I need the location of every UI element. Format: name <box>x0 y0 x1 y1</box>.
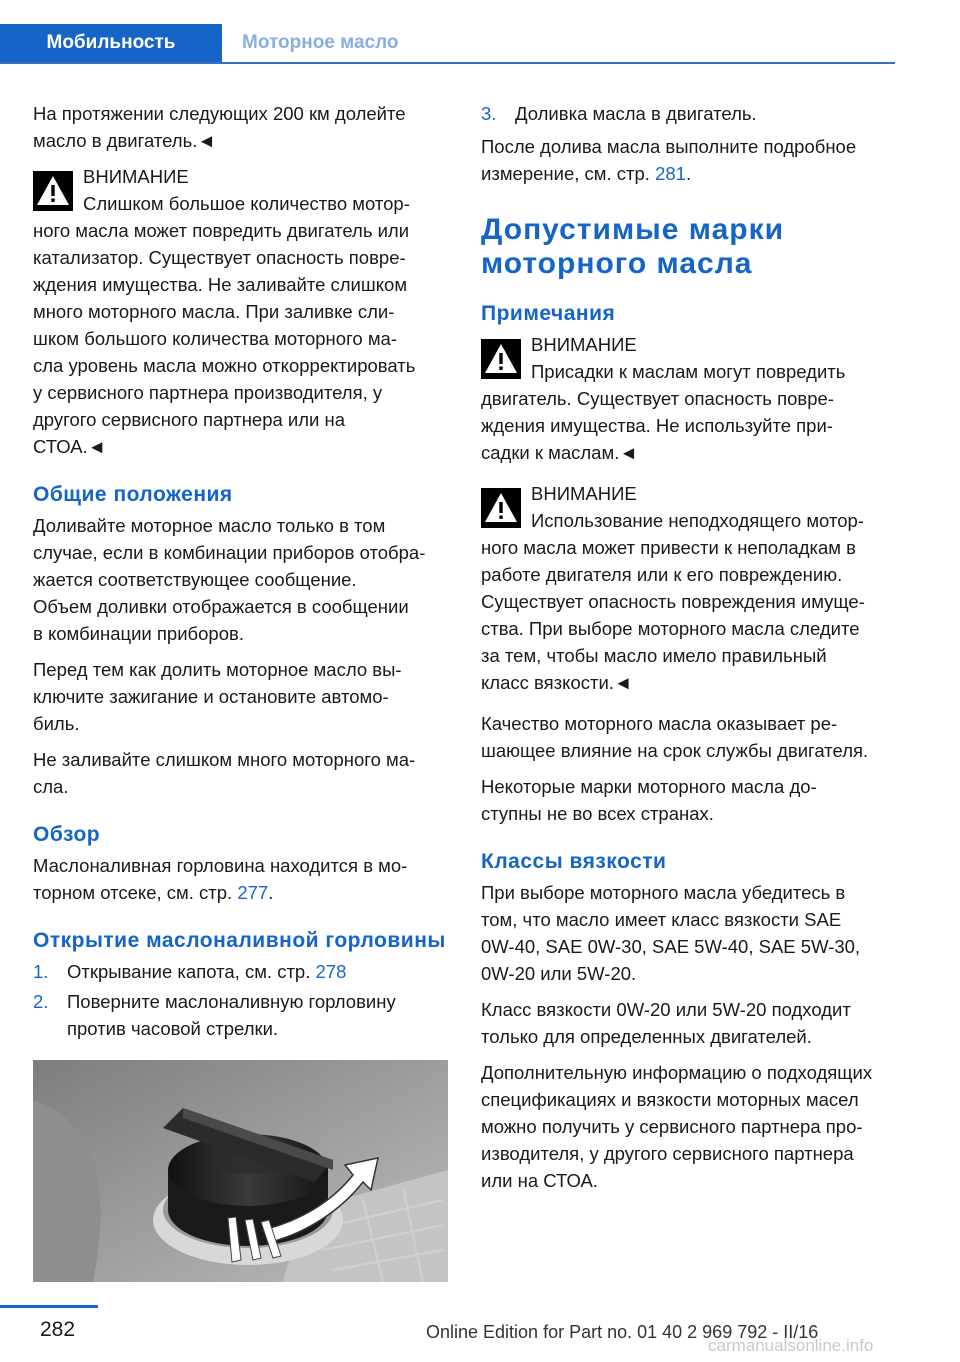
paragraph-general-1: Доливайте моторное масло только в том случае, если в комбинации приборов отобра- жается соответствующее сообщение. Объем доливки отображается в сообщении в комбинации приборов. <box>33 515 426 644</box>
section-tab-mobility: Мобильность <box>0 24 222 62</box>
heading-notes: Примечания <box>481 302 616 325</box>
heading-opening-filler: Открытие маслоналивной горловины <box>33 929 446 952</box>
paragraph-viscosity-2: Класс вязкости 0W-20 или 5W-20 подходит только для определенных двигателей. <box>481 999 851 1047</box>
page-header <box>0 24 895 64</box>
paragraph-general-3: Не заливайте слишком много моторного ма- сла. <box>33 749 416 797</box>
paragraph-general-2: Перед тем как долить моторное масло вы- ключите зажигание и остановите автомо- биль. <box>33 659 402 734</box>
warning-triangle-icon <box>33 171 73 211</box>
page-number: 282 <box>40 1318 76 1341</box>
section-tab-engine-oil: Моторное масло <box>242 32 399 53</box>
paragraph-after-refill: После долива масла выполните подробное измерение, см. стр. 281. <box>481 136 857 184</box>
page-link-278[interactable]: 278 <box>315 961 347 982</box>
edition-note: Online Edition for Part no. 01 40 2 969 792 - II/16 <box>426 1322 819 1342</box>
steps-list <box>33 958 448 1042</box>
list-item: 2. Поверните маслоналивную горловину против часовой стрелки. <box>33 991 396 1039</box>
warning-unsuitable-oil: ВНИМАНИЕ Использование неподходящего мотор- ного масла может привести к неполадкам в работе двигателя или к его повреждению. Существует опасность повреждения имуще- ства. При выборе моторного масла следите за тем, чтобы масло имело правильный класс вязкости.◄ <box>481 480 896 696</box>
paragraph-refill-200km: На протяжении следующих 200 км долейте масло в двигатель.◄ <box>33 103 406 151</box>
warning-title: ВНИМАНИЕ <box>83 166 189 187</box>
oil-filler-cap-illustration <box>33 1060 448 1282</box>
list-item: 3. Доливка масла в двигатель. <box>481 103 757 124</box>
paragraph-viscosity-3: Дополнительную информацию о подходящих спецификациях и вязкости моторных масел можно получить у сервисного партнера про- изводителя, у другого сервисного партнера или на СТОА. <box>481 1062 873 1191</box>
warning-triangle-icon <box>481 488 521 528</box>
heading-approved-oils: Допустимые марки моторного масла <box>481 213 785 280</box>
steps-list-continued <box>481 100 896 127</box>
heading-general: Общие положения <box>33 483 233 506</box>
warning-too-much-oil: ВНИМАНИЕ Слишком большое количество мотор- ного масла может повредить двигатель или катализатор. Существует опасность повре- ждения имущества. Не заливайте слишком много моторного масла. При заливке сли- шком большого количества моторного ма- сла уровень масла можно откорректировать у сервисного партнера производителя, у другого сервисного партнера или на СТОА.◄ <box>33 163 448 460</box>
warning-triangle-icon <box>481 339 521 379</box>
paragraph-viscosity-1: При выборе моторного масла убедитесь в том, что масло имеет класс вязкости SAE 0W-40, SAE 0W-30, SAE 5W-40, SAE 5W-30, 0W-20 или 5W-20. <box>481 882 861 984</box>
list-item: 1. Открывание капота, см. стр. 278 <box>33 961 347 982</box>
paragraph-oil-availability: Некоторые марки моторного масла до- ступны не во всех странах. <box>481 776 817 824</box>
paragraph-overview: Маслоналивная горловина находится в мо- торном отсеке, см. стр. 277. <box>33 855 408 903</box>
heading-overview: Обзор <box>33 823 101 846</box>
warning-title: ВНИМАНИЕ <box>531 483 637 504</box>
paragraph-oil-quality: Качество моторного масла оказывает ре- шающее влияние на срок службы двигателя. <box>481 713 869 761</box>
footer-accent-line <box>0 1305 98 1308</box>
right-column <box>481 100 896 1203</box>
warning-additives: ВНИМАНИЕ Присадки к маслам могут повредить двигатель. Существует опасность повре- ждения имущества. Не используйте при- садки к маслам.◄ <box>481 331 896 466</box>
page-link-281[interactable]: 281 <box>655 163 686 184</box>
left-column <box>33 100 448 1289</box>
page-link-277[interactable]: 277 <box>237 882 269 903</box>
watermark: carmanualsonline.info <box>708 1336 874 1355</box>
heading-viscosity-classes: Классы вязкости <box>481 850 667 873</box>
warning-title: ВНИМАНИЕ <box>531 334 637 355</box>
